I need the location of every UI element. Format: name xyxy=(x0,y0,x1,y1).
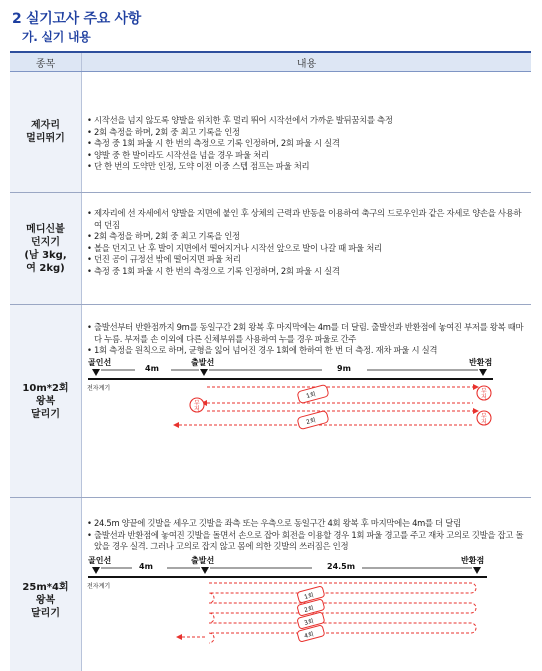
start-line-label: 출발선 xyxy=(191,555,215,565)
event-cell xyxy=(10,72,82,192)
content-cell xyxy=(82,72,531,192)
buzzer-label: 저 xyxy=(481,418,487,426)
list-item: • 출발선과 반환점에 놓여진 깃발을 돌면서 손으로 잡아 회전을 이용할 경우 1회 파울 경고를 주고 재차 고의로 깃발을 잡고 돌았을 경우 실격. 그러나 고의로 잡지 않고 몸에 의한 깃발의 쓰러짐은 인정 xyxy=(87,529,524,552)
finish-line-label: 골인선 xyxy=(88,357,112,367)
content-cell xyxy=(82,193,531,304)
event-line: 25m*4회 xyxy=(22,581,69,593)
distance-label: 4m xyxy=(139,561,153,571)
lap-label: 4회 xyxy=(303,630,315,640)
table-header xyxy=(10,53,531,72)
list-item: • 2회 측정을 하며, 2회 중 최고 기록을 인정 xyxy=(87,126,240,137)
list-item: • 볼을 던지고 난 후 발이 지면에서 떨어지거나 시작선 앞으로 발이 나갈 때 파울 처리 xyxy=(87,242,382,253)
list-item: • 24.5m 양끝에 깃발을 세우고 깃발을 좌측 또는 우측으로 동일구간 4회 왕복 후 마지막에는 4m를 더 달림 xyxy=(87,518,461,528)
list-item: • 양발 중 한 발이라도 시작선을 넘을 경우 파울 처리 xyxy=(87,149,269,160)
list-item: • 측정 중 1회 파울 시 한 번의 측정으로 기록 인정하며, 2회 파울 시 실격 xyxy=(87,138,340,149)
event-line: 왕복 xyxy=(35,395,56,407)
event-line: 10m*2회 xyxy=(22,382,69,394)
timer-label: 전자계기 xyxy=(87,384,111,392)
content-cell xyxy=(82,498,531,671)
header-content: 내용 xyxy=(296,58,317,70)
exam-table xyxy=(10,51,531,671)
buzzer-label: 부 xyxy=(194,399,200,407)
lap-label: 1회 xyxy=(303,591,315,601)
turn-point-label: 반환점 xyxy=(461,555,485,565)
content-cell xyxy=(82,305,531,497)
shuttle-run-diagram-25m xyxy=(87,553,525,648)
event-cell xyxy=(10,305,82,497)
event-line: 제자리 xyxy=(31,120,60,131)
event-cell xyxy=(10,498,82,671)
buzzer-label: 저 xyxy=(194,405,200,413)
event-line: (남 3kg, xyxy=(24,249,67,261)
list-item: • 1회 측정을 원칙으로 하며, 균형을 잃어 넘어진 경우 1회에 한하여 한 번 더 측정. 재차 파울 시 실격 xyxy=(87,345,438,356)
event-line: 달리기 xyxy=(31,408,60,420)
lap-label: 2회 xyxy=(303,604,315,614)
lap-label: 2회 xyxy=(305,416,317,426)
lap-label: 3회 xyxy=(303,617,315,627)
event-line: 여 2kg) xyxy=(26,262,65,274)
table-row-10m-shuttle xyxy=(10,305,531,498)
distance-label: 4m xyxy=(145,363,159,373)
table-row-25m-shuttle xyxy=(10,498,531,671)
timer-label: 전자계기 xyxy=(87,582,111,590)
event-line: 메디신볼 xyxy=(26,223,65,235)
buzzer-label: 부 xyxy=(481,387,487,395)
event-line: 멀리뛰기 xyxy=(26,133,65,144)
header-event: 종목 xyxy=(10,53,82,71)
buzzer-label: 부 xyxy=(481,412,487,420)
section-subheading: 가. 실기 내용 xyxy=(22,30,91,44)
event-line: 던지기 xyxy=(31,236,60,248)
event-line: 달리기 xyxy=(31,607,60,619)
list-item: • 시작선을 넘지 않도록 양발을 위치한 후 멀리 뛰어 시작선에서 가까운 발뒤꿈치를 측정 xyxy=(87,115,393,125)
list-item: • 던진 공이 규정선 밖에 떨어지면 파울 처리 xyxy=(87,254,241,265)
shuttle-run-diagram-10m xyxy=(87,357,525,437)
finish-line-label: 골인선 xyxy=(88,555,112,565)
table-row-medicine-ball xyxy=(10,193,531,305)
start-line-label: 출발선 xyxy=(191,357,215,367)
list-item: • 출발선부터 반환점까지 9m를 동일구간 2회 왕복 후 마지막에는 4m를 더 달림. 출발선과 반환점에 놓여진 부저를 왕복 때마다 누름. 부저를 손 이외에 다른 신체부위를 사용하여 누를 경우 파울로 간주 xyxy=(87,322,524,344)
event-cell xyxy=(10,193,82,304)
list-item: • 2회 측정을 하며, 2회 중 최고 기록을 인정 xyxy=(87,231,240,242)
distance-label: 9m xyxy=(337,363,351,373)
list-item: • 측정 중 1회 파울 시 한 번의 측정으로 기록 인정하며, 2회 파울 시 실격 xyxy=(87,265,340,276)
buzzer-label: 저 xyxy=(481,393,487,401)
table-row-standing-jump xyxy=(10,72,531,193)
list-item: • 단 한 번의 도약만 인정, 도약 이전 이중 스텝 점프는 파울 처리 xyxy=(87,161,310,172)
list-item: • 제자리에 선 자세에서 양발을 지면에 붙인 후 상체의 근력과 반동을 이용하여 축구의 드로우인과 같은 자세로 양손을 사용하여 던짐 xyxy=(87,208,522,230)
distance-label: 24.5m xyxy=(327,561,356,571)
section-heading: 2 실기고사 주요 사항 xyxy=(12,11,141,27)
turn-point-label: 반환점 xyxy=(469,357,493,367)
lap-label: 1회 xyxy=(305,390,317,400)
event-line: 왕복 xyxy=(35,594,56,606)
